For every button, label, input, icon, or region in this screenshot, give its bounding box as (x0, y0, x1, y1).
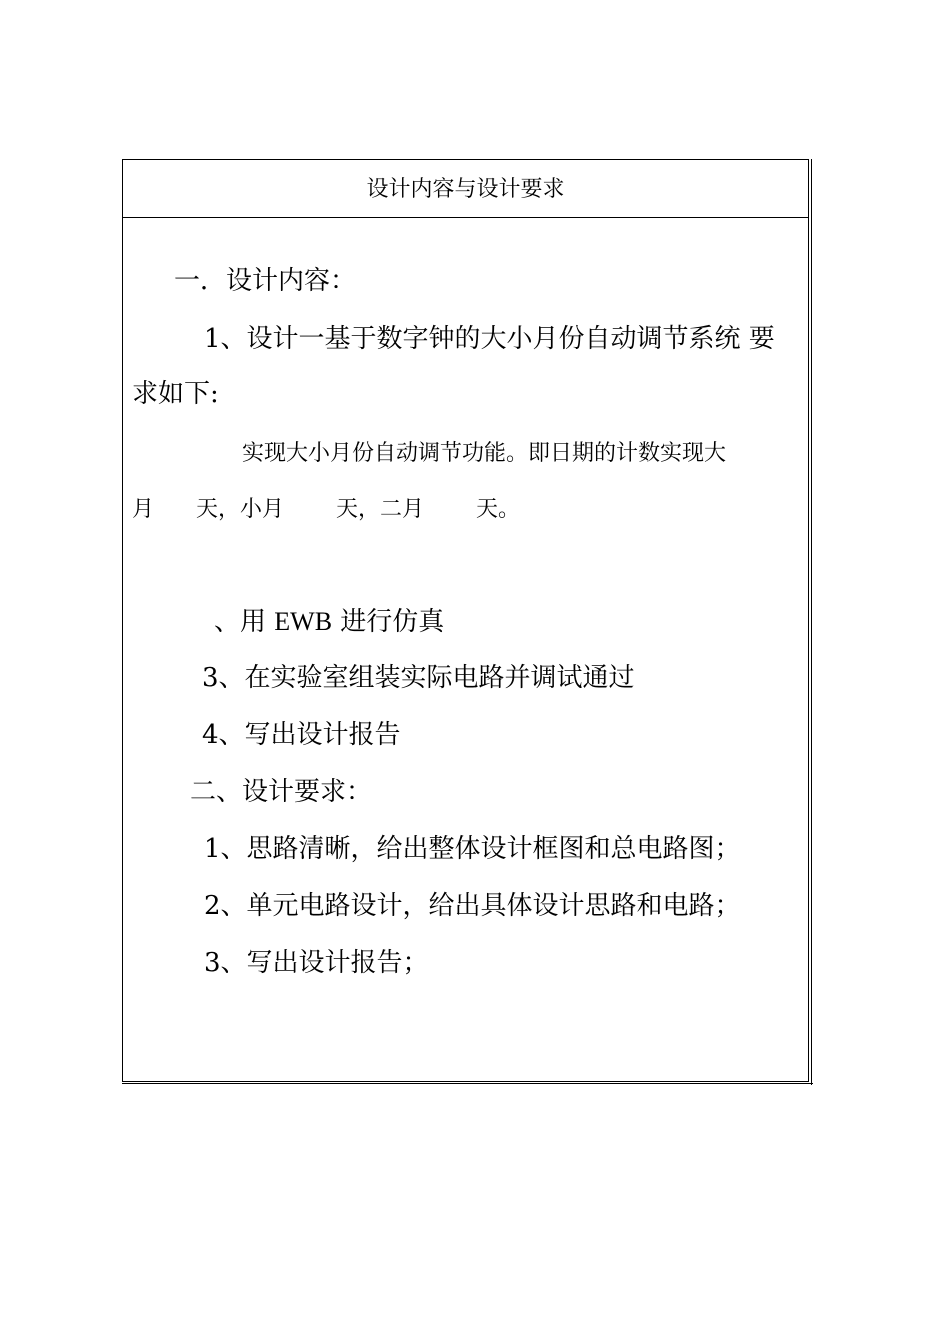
description-line2-a: 月 (132, 497, 155, 522)
table-header-title: 设计内容与设计要求 (366, 177, 565, 202)
description-line2-b: 天，小月 (196, 497, 285, 522)
requirement3: 3、写出设计报告； (204, 948, 429, 978)
description-line1: 实现大小月份自动调节功能。即日期的计数实现大 (242, 441, 727, 466)
item2-suffix: 进行仿真 (332, 607, 445, 637)
item2-line (214, 601, 444, 638)
item1-line1: 1、设计一基于数字钟的大小月份自动调节系统 要 (204, 324, 775, 354)
item3-line: 3、在实验室组装实际电路并调试通过 (202, 663, 635, 693)
description-line2-c: 天，二月 (336, 497, 425, 522)
description-line2-d: 天。 (476, 497, 521, 522)
requirement2: 2、单元电路设计，给出具体设计思路和电路； (204, 891, 741, 921)
item2-prefix: 、用 (214, 607, 275, 637)
table-header-row (122, 159, 809, 218)
table-bottom-border (122, 1083, 813, 1085)
item4-line: 4、写出设计报告 (202, 720, 401, 750)
requirement1: 1、思路清晰，给出整体设计框图和总电路图； (204, 834, 741, 864)
section2-heading: 二、设计要求： (190, 777, 373, 807)
section1-heading: 一．设计内容： (174, 266, 357, 296)
item2-ewb: EWB (274, 607, 333, 636)
table-right-border (811, 159, 813, 1085)
item1-line2: 求如下: (132, 379, 219, 409)
